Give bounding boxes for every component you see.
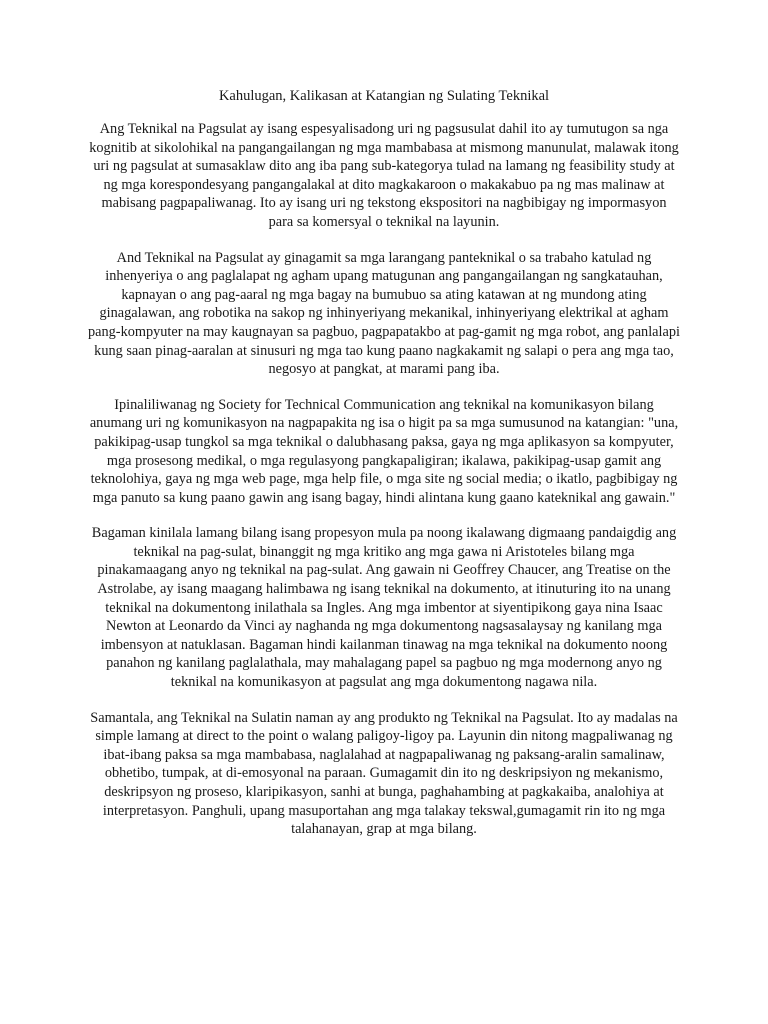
paragraph-5: Samantala, ang Teknikal na Sulatin naman ay ang produkto ng Teknikal na Pagsulat. Ito ay madalas na simple lamang at direct to the point o walang paligoy-ligoy pa. Layunin din nitong magpaliwanag ng ibat-ibang paksa sa mga mambabasa, naglalahad at nagpapaliwanag ng paksang-aralin samalinaw, obhetibo, tumpak, at di-emosyonal na paraan. Gumagamit din ito ng deskripsiyon ng mekanismo, deskripsyon ng proseso, klaripikasyon, sanhi at bunga, paghahambing at pagkakaiba, analohiya at interpretasyon. Panghuli, upang masuportahan ang mga talakay tekswal,gumagamit rin ito ng mga talahanayan, grap at mga bilang. — [90, 709, 678, 838]
paragraph-2: And Teknikal na Pagsulat ay ginagamit sa mga larangang panteknikal o sa trabaho katulad ng inhenyeriya o ang paglalapat ng agham upang matugunan ang pangangailangan ng sangkatauhan, kapnayan o ang pag-aaral ng mga bagay na bumubuo sa ating katawan at ng mundong ating ginagalawan, ang robotika na sakop ng inhinyeriyang mekanikal, inhinyeriyang elektrikal at agham pang-kompyuter na may kaugnayan sa pagbuo, pagpapatakbo at pag-gamit ng mga robot, ang panlalapi kung saan pinag-aaralan at sinusuri ng mga tao kung paano nagkakamit ng salapi o pera ang mga tao, negosyo at pangkat, at marami pang iba. — [88, 249, 680, 378]
document-page — [88, 86, 680, 986]
paragraph-1: Ang Teknikal na Pagsulat ay isang espesyalisadong uri ng pagsusulat dahil ito ay tumutugon sa nga kognitib at sikolohikal na pangangailangan ng mga mambabasa at mismong manunulat, malawak itong uri ng pagsulat at sumasaklaw dito ang iba pang sub-kategorya tulad na lamang ng feasibility study at ng mga korespondesyang pangangalakal at dito magkakaroon o makakabuo pa ng mas malinaw at mabisang pagpapaliwanag. Ito ay isang uri ng tekstong ekspositori na nagbibigay ng impormasyon para sa komersyal o teknikal na layunin. — [89, 121, 679, 230]
paragraph-4: Bagaman kinilala lamang bilang isang propesyon mula pa noong ikalawang digmaang pandaigdig ang teknikal na pag-sulat, binanggit ng mga kritiko ang mga gawa ni Aristoteles bilang mga pinakamaagang anyo ng teknikal na pag-sulat. Ang gawain ni Geoffrey Chaucer, ang Treatise on the Astrolabe, ay isang maagang halimbawa ng isang teknikal na dokumento, at itinuturing ito na unang teknikal na dokumentong inilathala sa Ingles. Ang mga imbentor at siyentipikong gaya nina Isaac Newton at Leonardo da Vinci ay naghanda ng mga dokumentong nagsasalaysay ng kanilang mga imbensyon at natuklasan. Bagaman hindi kailanman tinawag na mga teknikal na dokumento noong panahon ng kanilang paglalathala, may mahalagang papel sa pagbuo ng mga modernong anyo ng teknikal na komunikasyon at pagsulat ang mga dokumentong nagawa nila. — [91, 525, 677, 691]
paragraph-3: Ipinaliliwanag ng Society for Technical Communication ang teknikal na komunikasyon bilang anumang uri ng komunikasyon na nagpapakita ng isa o higit pa sa mga sumusunod na katangian: "una, pakikipag-usap tungkol sa mga teknikal o dalubhasang paksa, gaya ng mga aplikasyon sa kompyuter, mga prosesong medikal, o mga regulasyong pangkapaligiran; ikalawa, pakikipag-usap gamit ang teknolohiya, gaya ng mga web page, mga help file, o mga site ng social media; o ikatlo, pagbibigay ng mga panuto sa kung paano gawin ang isang bagay, hindi alintana kung gaano kateknikal ang gawain." — [89, 396, 679, 506]
document-title: Kahulugan, Kalikasan at Katangian ng Sulating Teknikal — [218, 88, 550, 104]
